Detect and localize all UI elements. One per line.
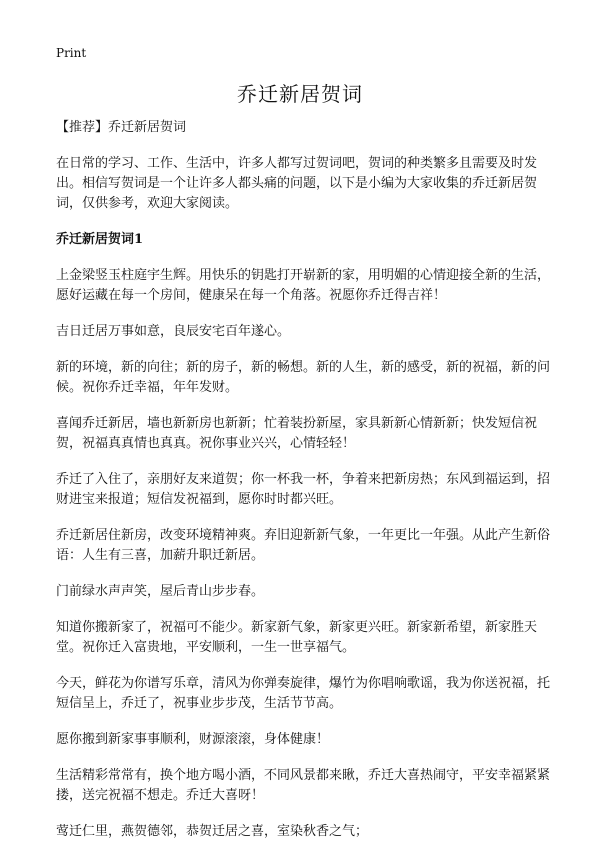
print-link[interactable]: Print — [56, 46, 87, 60]
greeting-paragraph: 乔迁新居住新房，改变环境精神爽。弃旧迎新新气象，一年更比一年强。从此产生新俗语：人生有三喜，加薪升职迁新居。 — [56, 528, 551, 563]
document-body — [56, 118, 550, 858]
document-title: 乔迁新居贺词 — [237, 82, 363, 106]
greeting-paragraph: 莺迁仁里，燕贺德邻，恭贺迁居之喜，室染秋香之气； — [56, 824, 369, 839]
greeting-paragraph: 门前绿水声声笑，屋后青山步步春。 — [56, 584, 265, 599]
intro-paragraph: 在日常的学习、工作、生活中，许多人都写过贺词吧，贺词的种类繁多且需要及时发出。相信写贺词是一个让许多人都头痛的问题，以下是小编为大家收集的乔迁新居贺词，仅供参考，欢迎大家阅读。 — [56, 156, 538, 211]
greeting-paragraph: 愿你搬到新家事事顺利，财源滚滚，身体健康！ — [56, 732, 330, 747]
section-heading: 乔迁新居贺词1 — [56, 232, 144, 247]
greeting-paragraph: 乔迁了入住了，亲朋好友来道贺；你一杯我一杯，争着来把新房热；东风到福运到，招财进宝来报道；短信发祝福到，愿你时时都兴旺。 — [56, 472, 551, 507]
greeting-paragraph: 知道你搬新家了，祝福可不能少。新家新气象，新家更兴旺。新家新希望，新家胜天堂。祝你迁入富贵地，平安顺利，一生一世享福气。 — [56, 620, 538, 655]
greeting-paragraph: 今天，鲜花为你谱写乐章，清风为你弹奏旋律，爆竹为你唱响歌谣，我为你送祝福，托短信呈上，乔迁了，祝事业步步茂，生活节节高。 — [56, 676, 551, 711]
greeting-paragraph: 上金梁竖玉柱庭宇生辉。用快乐的钥匙打开崭新的家，用明媚的心情迎接全新的生活，愿好运藏在每一个房间，健康呆在每一个角落。祝愿你乔迁得吉祥！ — [56, 268, 551, 303]
greeting-paragraph: 吉日迁居万事如意，良辰安宅百年遂心。 — [56, 324, 291, 339]
recommend-tag: 【推荐】 — [56, 120, 109, 135]
greeting-paragraph: 喜闻乔迁新居，墙也新新房也新新；忙着装扮新屋，家具新新心情新新；快发短信祝贺，祝福真真情也真真。祝你事业兴兴，心情轻轻！ — [56, 416, 538, 451]
recommend-text: 乔迁新居贺词 — [108, 120, 187, 135]
greeting-paragraph: 新的环境，新的向往；新的房子，新的畅想。新的人生，新的感受，新的祝福，新的问候。祝你乔迁幸福，年年发财。 — [56, 360, 551, 395]
greeting-paragraph: 生活精彩常常有，换个地方喝小酒，不同风景都来瞅，乔迁大喜热闹守，平安幸福紧紧搂，送完祝福不想走。乔迁大喜呀！ — [56, 768, 551, 803]
recommend-line — [56, 118, 550, 138]
